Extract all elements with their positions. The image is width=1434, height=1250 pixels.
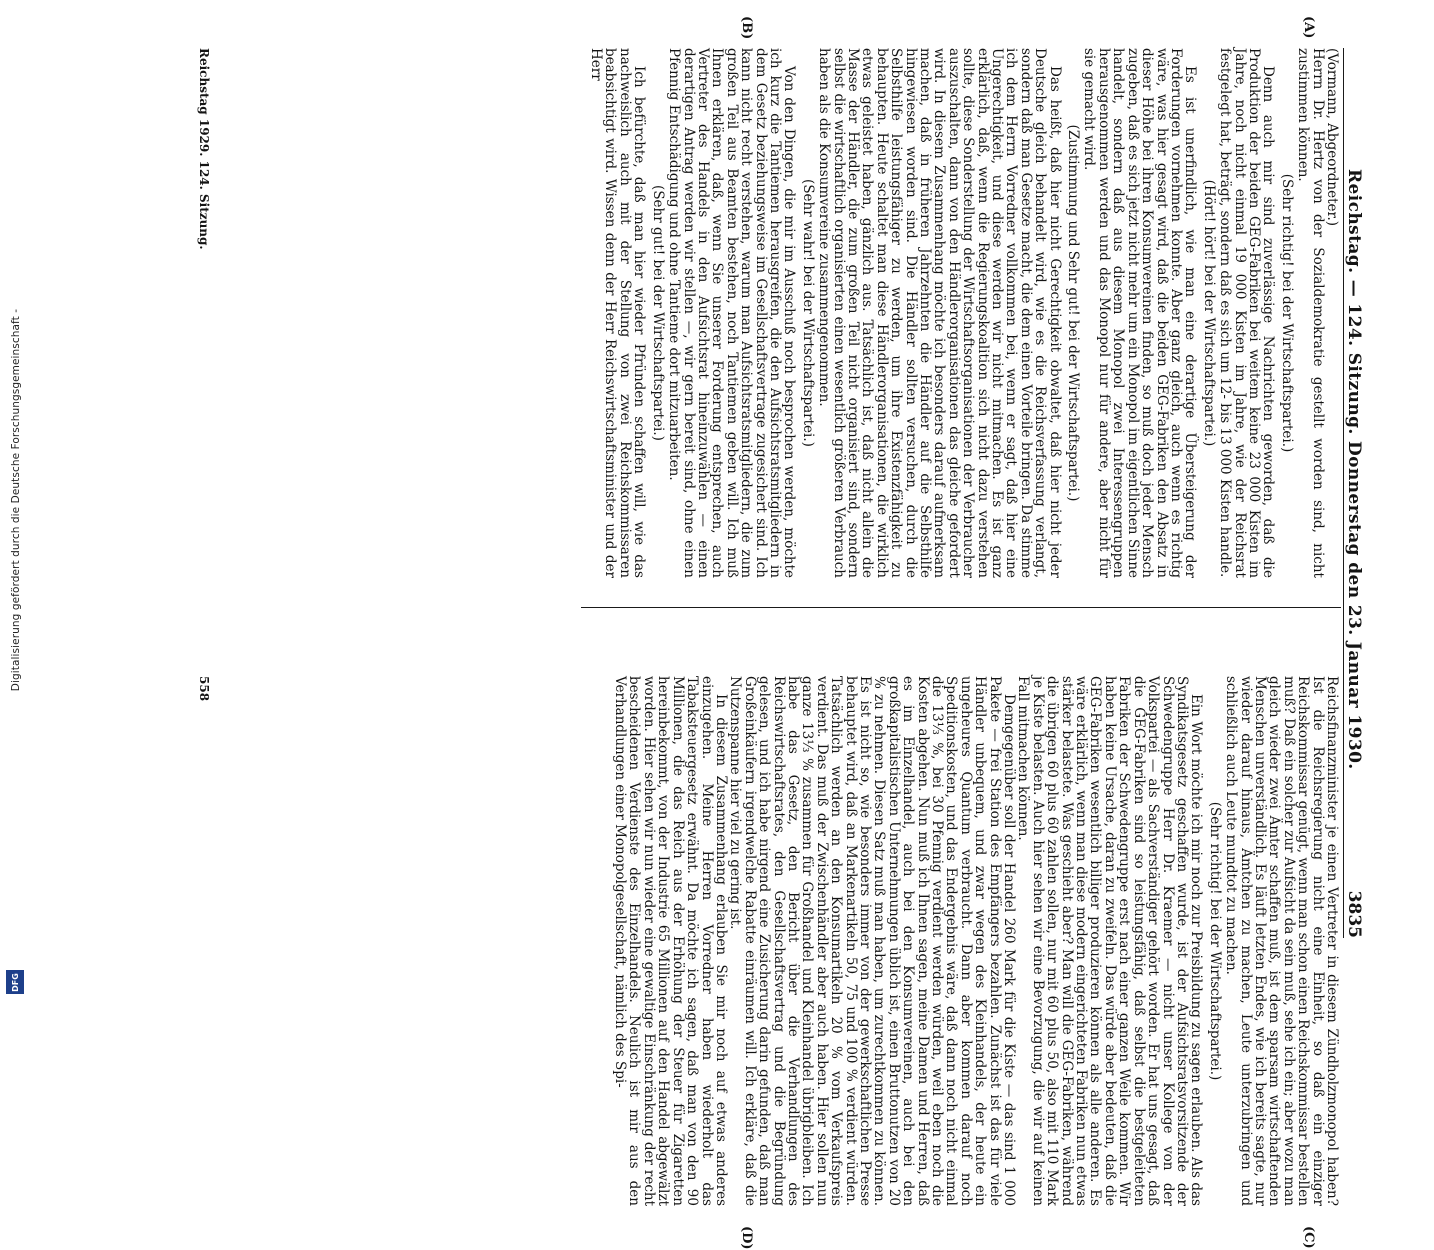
page-title: Reichstag. — 124. Sitzung. Donnerstag den 23. Januar 1930. [1344,169,1365,770]
paragraph: Denn auch mir sind zuverlässige Nachrichten geworden, daß die Produktion der beiden GEG-Fabriken bei weitem keine 23 000 Kisten im Jahre, noch nicht einmal 19 000 Kisten im Jahre, wie der Reichsrat festgelegt hat, beträgt, sondern daß es sich um 12- bis 13 000 Kisten handle. [1217,48,1277,578]
right-column [613,676,1339,1206]
margin-marker-a: (A) [1301,16,1316,39]
page-header [1343,48,1373,938]
dfg-logo [6,970,24,994]
column-divider [581,607,1341,608]
paragraph: Ich befürchte, daß man hier wieder Pfründen schaffen will, wie das nachweislich auch mit der Stellung von zwei Reichskommissaren beabsichtigt wird. Wissen denn der Herr Reichswirtschaftsminister und der Herr [588,48,648,578]
footer-right [197,676,211,1206]
reaction-line: (Sehr richtig! bei der Wirtschaftspartei.) [1278,173,1295,453]
reaction-line: (Zustimmung und Sehr gut! bei der Wirtschaftspartei.) [1065,124,1082,502]
reaction-line: (Hört! hört! bei der Wirtschaftspartei.) [1200,179,1217,447]
margin-marker-b: (B) [739,16,754,40]
paragraph: Von den Dingen, die mir im Ausschuß noch besprochen werden, möchte ich kurz die Tantiemen herausgreifen, die den Aufsichtsratsmitgliedern in dem Gesetz beziehungsweise im Gesellschaftsvertrage zugesichert sind. Ich kann nicht recht verstehen, warum man Aufsichtsratsmitgliedern, die zum großen Teil aus Beamten bestehen, noch Tantiemen geben will. Ich muß Ihnen erklären, daß, wenn Sie unserer Forderung entsprechen, auch Vertreter des Handels in den Aufsichtsrat hineinzuwählen — einen derartigen Antrag werden wir stellen —, wir gern bereit sind, ohne einen Pfennig Entschädigung und ohne Tantieme dort mitzuarbeiten. [666,48,798,578]
page-number: 3835 [1344,890,1365,938]
margin-marker-c: (C) [1301,1226,1316,1249]
reaction-line: (Sehr richtig! bei der Wirtschaftspartei.) [1206,801,1223,1081]
footer-left: Reichstag 1929. 124. Sitzung. [197,48,211,250]
paragraph: Ein Wort möchte ich mir noch zur Preisbildung zu sagen erlauben. Als das Syndikatsgesetz geschaffen wurde, ist der Aufsichtsratsvorsitzende der Schwedengruppe Herr Dr. Kraemer — nicht unser Kollege von der Volkspartei — als Sachverständiger gehört worden. Er hat uns gesagt, daß die GEG-Fabriken sind so leistungsfähig, daß selbst die bestgeleiteten Fabriken der Schwedengruppe erst nach einer ganzen Weile kommen. Wir haben keine Ursache, daran zu zweifeln. Das würde aber bedeuten, daß die GEG-Fabriken wesentlich billiger produzieren können als alle anderen. Es wäre erklärlich, wenn man diese modern eingerichteten Fabriken nun etwas stärker belastete. Was geschieht aber? Man will die GEG-Fabriken, während die übrigen 60 plus 60 zahlen sollen, nur mit 60 plus 50, also mit 110 Mark je Kiste belasten. Auch hier sehen wir eine Bevorzugung, die wir auf keinen Fall mitmachen können. [1015,676,1205,1206]
digitization-note [2,0,30,1000]
scanned-page [115,8,1373,1250]
margin-marker-d: (D) [739,1226,754,1250]
digitization-note-text: Digitalisierung gefördert durch die Deutsche Forschungsgemeinschaft - [10,308,22,692]
dfg-logo-text: DFG [10,972,20,992]
paragraph: Das heißt, daß hier nicht Gerechtigkeit obwaltet, daß hier nicht jeder Deutsche gleich behandelt wird, wie es die Reichsverfassung verlangt, sondern daß man Gesetze macht, die dem einen Vorteile bringen. Da stimme ich dem Herrn Vorredner vollkommen bei, wenn er sagt, daß hier eine Ungerechtigkeit, und diese werden wir nicht mitmachen. Es ist ganz erklärlich, daß, wenn die Regierungskoalition sich nicht dazu verstehen sollte, diese Sonderstellung der Wirtschaftsorganisationen der Verbraucher auszuschalten, dann von den Händlerorganisationen das gleiche gefordert wird. In diesem Zusammenhang möchte ich besonders darauf aufmerksam machen, daß in früheren Jahrzehnten die Händler auf die Selbsthilfe hingewiesen worden sind. Die Händler sollten versuchen, durch die Selbsthilfe leistungsfähiger zu werden, um ihre Existenzfähigkeit zu behaupten. Heute schaltet man diese Händlerorganisationen, die wirklich etwas geleistet haben, gänzlich aus. Tatsächlich ist, daß nicht allein die Masse der Händler, die zum großen Teil nicht organisiert sind, sondern selbst die wirtschaftlich organisierten einen wesentlich größeren Verbrauch haben als die Konsumvereine zusammengenommen. [816,48,1063,578]
paragraph: Reichsfinanzminister je einen Vertreter in diesem Zündholzmonopol haben? Ist die Reichsregierung nicht eine Einheit, so daß ein einziger Reichskommissar genügt, wenn man schon einen Reichskommissar bestellen muß? Daß ein solcher zur Aufsicht da sein muß, sehe ich ein; aber wozu man gleich wieder zwei Ämter schaffen muß, ist dem sparsam wirtschaftenden Menschen unverständlich. Es läuft letzten Endes, wie ich bereits sagte, nur wieder darauf hinaus, Ämtchen zu machen, Leute unterzubringen und schließlich auch Leute mundtot zu machen. [1223,676,1340,1206]
reaction-line: (Sehr wahr! bei der Wirtschaftspartei.) [799,179,816,447]
paragraph: Herrn Dr. Hertz von der Sozialdemokratie gestellt worden sind, nicht zustimmen können. [1295,48,1326,578]
paragraph: In diesem Zusammenhang erlauben Sie mir noch auf etwas anderes einzugehen. Meine Herren Vorredner haben wiederholt das Tabaksteuergesetz erwähnt. Da möchte ich sagen, daß man von den 90 Millionen, die das Reich aus der Erhöhung der Steuer für Zigaretten hereinbekommt, von der Industrie 65 Millionen auf den Handel abgewälzt worden. Hier sehen wir nun wieder eine gewaltige Einschränkung der recht bescheidenen Verdienste des Einzelhandels. Neulich ist mir aus den Verhandlungen einer Monopolgesellschaft, nämlich des Spi- [612,676,729,1206]
footer-page-number: 558 [197,676,211,702]
reaction-line: (Sehr gut! bei der Wirtschaftspartei.) [649,185,666,441]
paragraph: Demgegenüber soll der Handel 260 Mark für die Kiste — das sind 1 000 Pakete — frei Station des Empfängers bezahlen. Zunächst ist das für viele Händler unbequem, und zwar wegen des Kleinhandels, der heute ein ungeheures Quantum verbraucht. Dann aber kommen darauf noch Speditionskosten, und das Endergebnis wäre, daß dann noch nicht einmal die 13⅓ %, bei 30 Pfennig verdient werden würden, weil eben noch die Kosten abgehen. Nun muß ich Ihnen sagen, meine Damen und Herren, daß es im Einzelhandel, auch bei den Konsumvereinen, auch bei den großkapitalistischen Unternehmungen üblich ist, einen Bruttonutzen von 20 % zu nehmen. Diesen Satz muß man haben, um zurechtkommen zu können. Es ist nicht so, wie besonders immer von der gewerkschaftlichen Presse behauptet wird, daß an Markenartikeln 50, 75 und 100 % verdient würden. Tatsächlich werden an den Konsumartikeln 20 % vom Verkaufspreis verdient. Das muß der Zwischenhändler aber auch haben. Hier sollen nun ganze 13⅓ % zusammen für Großhandel und Kleinhandel übrigbleiben. Ich habe das Gesetz, den Bericht über die Verhandlungen des Reichswirtschaftsrates, den Gesellschaftsvertrag und die Begründung gelesen, und ich habe nirgend eine Zusicherung darin gefunden, daß man Großeinkäufern irgendwelche Rabatte einräumen will. Ich erkläre, daß die Nutzenspanne hier viel zu gering ist. [727,676,1018,1206]
left-column [589,48,1339,578]
paragraph: (Vormann, Abgeordneter.) [1324,48,1340,227]
paragraph: Es ist unerfindlich, wie man eine derartige Übersteigerung der Forderungen vornehmen konnte. Aber ganz gleich, auch wenn es richtig wäre, was hier gesagt wird, daß die beiden GEG-Fabriken den Absatz in dieser Höhe bei ihren Konsumvereinen finden, so muß doch jeder Mensch zugeben, daß es sich jetzt nicht mehr um ein Monopol im eigentlichen Sinne handelt, sondern daß aus diesem Monopol zwei Interessengruppen herausgenommen werden und das Monopol nur für andere, aber nicht für sie gemacht wird. [1081,48,1199,578]
